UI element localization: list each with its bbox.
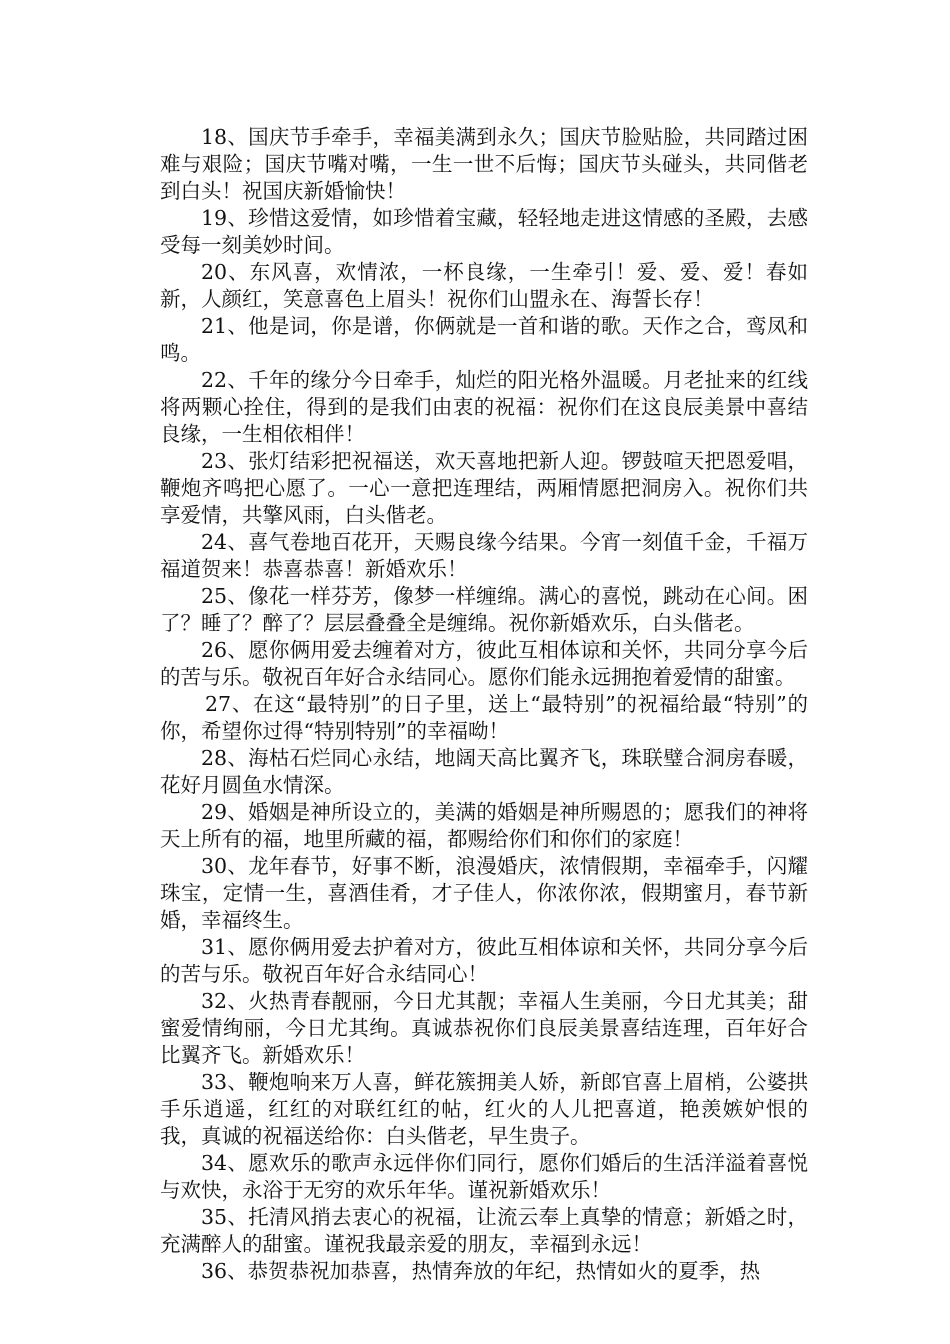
paragraph-27: 27、在这“最特别”的日子里，送上“最特别”的祝福给最“特别”的你，希望你过得“特别特别”的幸福呦！ bbox=[160, 692, 808, 743]
paragraph-22: 22、千年的缘分今日牵手，灿烂的阳光格外温暖。月老扯来的红线将两颗心拴住，得到的是我们由衷的祝福：祝你们在这良辰美景中喜结良缘，一生相依相伴！ bbox=[160, 368, 808, 446]
paragraph-35: 35、托清风捎去衷心的祝福，让流云奉上真挚的情意；新婚之时，充满醉人的甜蜜。谨祝我最亲爱的朋友，幸福到永远！ bbox=[160, 1205, 808, 1256]
paragraph-18: 18、国庆节手牵手，幸福美满到永久；国庆节脸贴脸，共同踏过困难与艰险；国庆节嘴对嘴，一生一世不后悔；国庆节头碰头，共同偕老到白头！祝国庆新婚愉快！ bbox=[160, 125, 808, 203]
paragraph-30: 30、龙年春节，好事不断，浪漫婚庆，浓情假期，幸福牵手，闪耀珠宝，定情一生，喜酒佳肴，才子佳人，你浓你浓，假期蜜月，春节新婚，幸福终生。 bbox=[160, 854, 808, 932]
paragraph-23: 23、张灯结彩把祝福送，欢天喜地把新人迎。锣鼓喧天把恩爱唱，鞭炮齐鸣把心愿了。一心一意把连理结，两厢情愿把洞房入。祝你们共享爱情，共擎风雨，白头偕老。 bbox=[160, 449, 808, 527]
paragraph-19: 19、珍惜这爱情，如珍惜着宝藏，轻轻地走进这情感的圣殿，去感受每一刻美妙时间。 bbox=[160, 206, 808, 257]
paragraph-32: 32、火热青春靓丽，今日尤其靓；幸福人生美丽，今日尤其美；甜蜜爱情绚丽，今日尤其绚。真诚恭祝你们良辰美景喜结连理，百年好合比翼齐飞。新婚欢乐！ bbox=[160, 989, 808, 1067]
paragraph-24: 24、喜气卷地百花开，天赐良缘今结果。今宵一刻值千金，千福万福道贺来！恭喜恭喜！新婚欢乐！ bbox=[160, 530, 808, 581]
paragraph-28: 28、海枯石烂同心永结，地阔天高比翼齐飞，珠联璧合洞房春暖，花好月圆鱼水情深。 bbox=[160, 746, 808, 797]
paragraph-29: 29、婚姻是神所设立的，美满的婚姻是神所赐恩的；愿我们的神将天上所有的福，地里所藏的福，都赐给你们和你们的家庭！ bbox=[160, 800, 808, 851]
paragraph-20: 20、东风喜，欢情浓，一杯良缘，一生牵引！爱、爱、爱！春如新，人颜红，笑意喜色上眉头！祝你们山盟永在、海誓长存！ bbox=[160, 260, 808, 311]
paragraph-34: 34、愿欢乐的歌声永远伴你们同行，愿你们婚后的生活洋溢着喜悦与欢快，永浴于无穷的欢乐年华。谨祝新婚欢乐！ bbox=[160, 1151, 808, 1202]
paragraph-26: 26、愿你俩用爱去缠着对方，彼此互相体谅和关怀，共同分享今后的苦与乐。敬祝百年好合永结同心。愿你们能永远拥抱着爱情的甜蜜。 bbox=[160, 638, 808, 689]
paragraph-25: 25、像花一样芬芳，像梦一样缠绵。满心的喜悦，跳动在心间。困了？睡了？醉了？层层叠叠全是缠绵。祝你新婚欢乐，白头偕老。 bbox=[160, 584, 808, 635]
paragraph-33: 33、鞭炮响来万人喜，鲜花簇拥美人娇，新郎官喜上眉梢，公婆拱手乐逍遥，红红的对联红红的帖，红火的人儿把喜道，艳羡嫉妒恨的我，真诚的祝福送给你：白头偕老，早生贵子。 bbox=[160, 1070, 808, 1148]
paragraph-36: 36、恭贺恭祝加恭喜，热情奔放的年纪，热情如火的夏季，热 bbox=[201, 1259, 761, 1283]
document-body bbox=[160, 124, 808, 1285]
paragraph-31: 31、愿你俩用爱去护着对方，彼此互相体谅和关怀，共同分享今后的苦与乐。敬祝百年好合永结同心！ bbox=[160, 935, 808, 986]
paragraph-21: 21、他是词，你是谱，你俩就是一首和谐的歌。天作之合，鸾凤和鸣。 bbox=[160, 314, 808, 365]
